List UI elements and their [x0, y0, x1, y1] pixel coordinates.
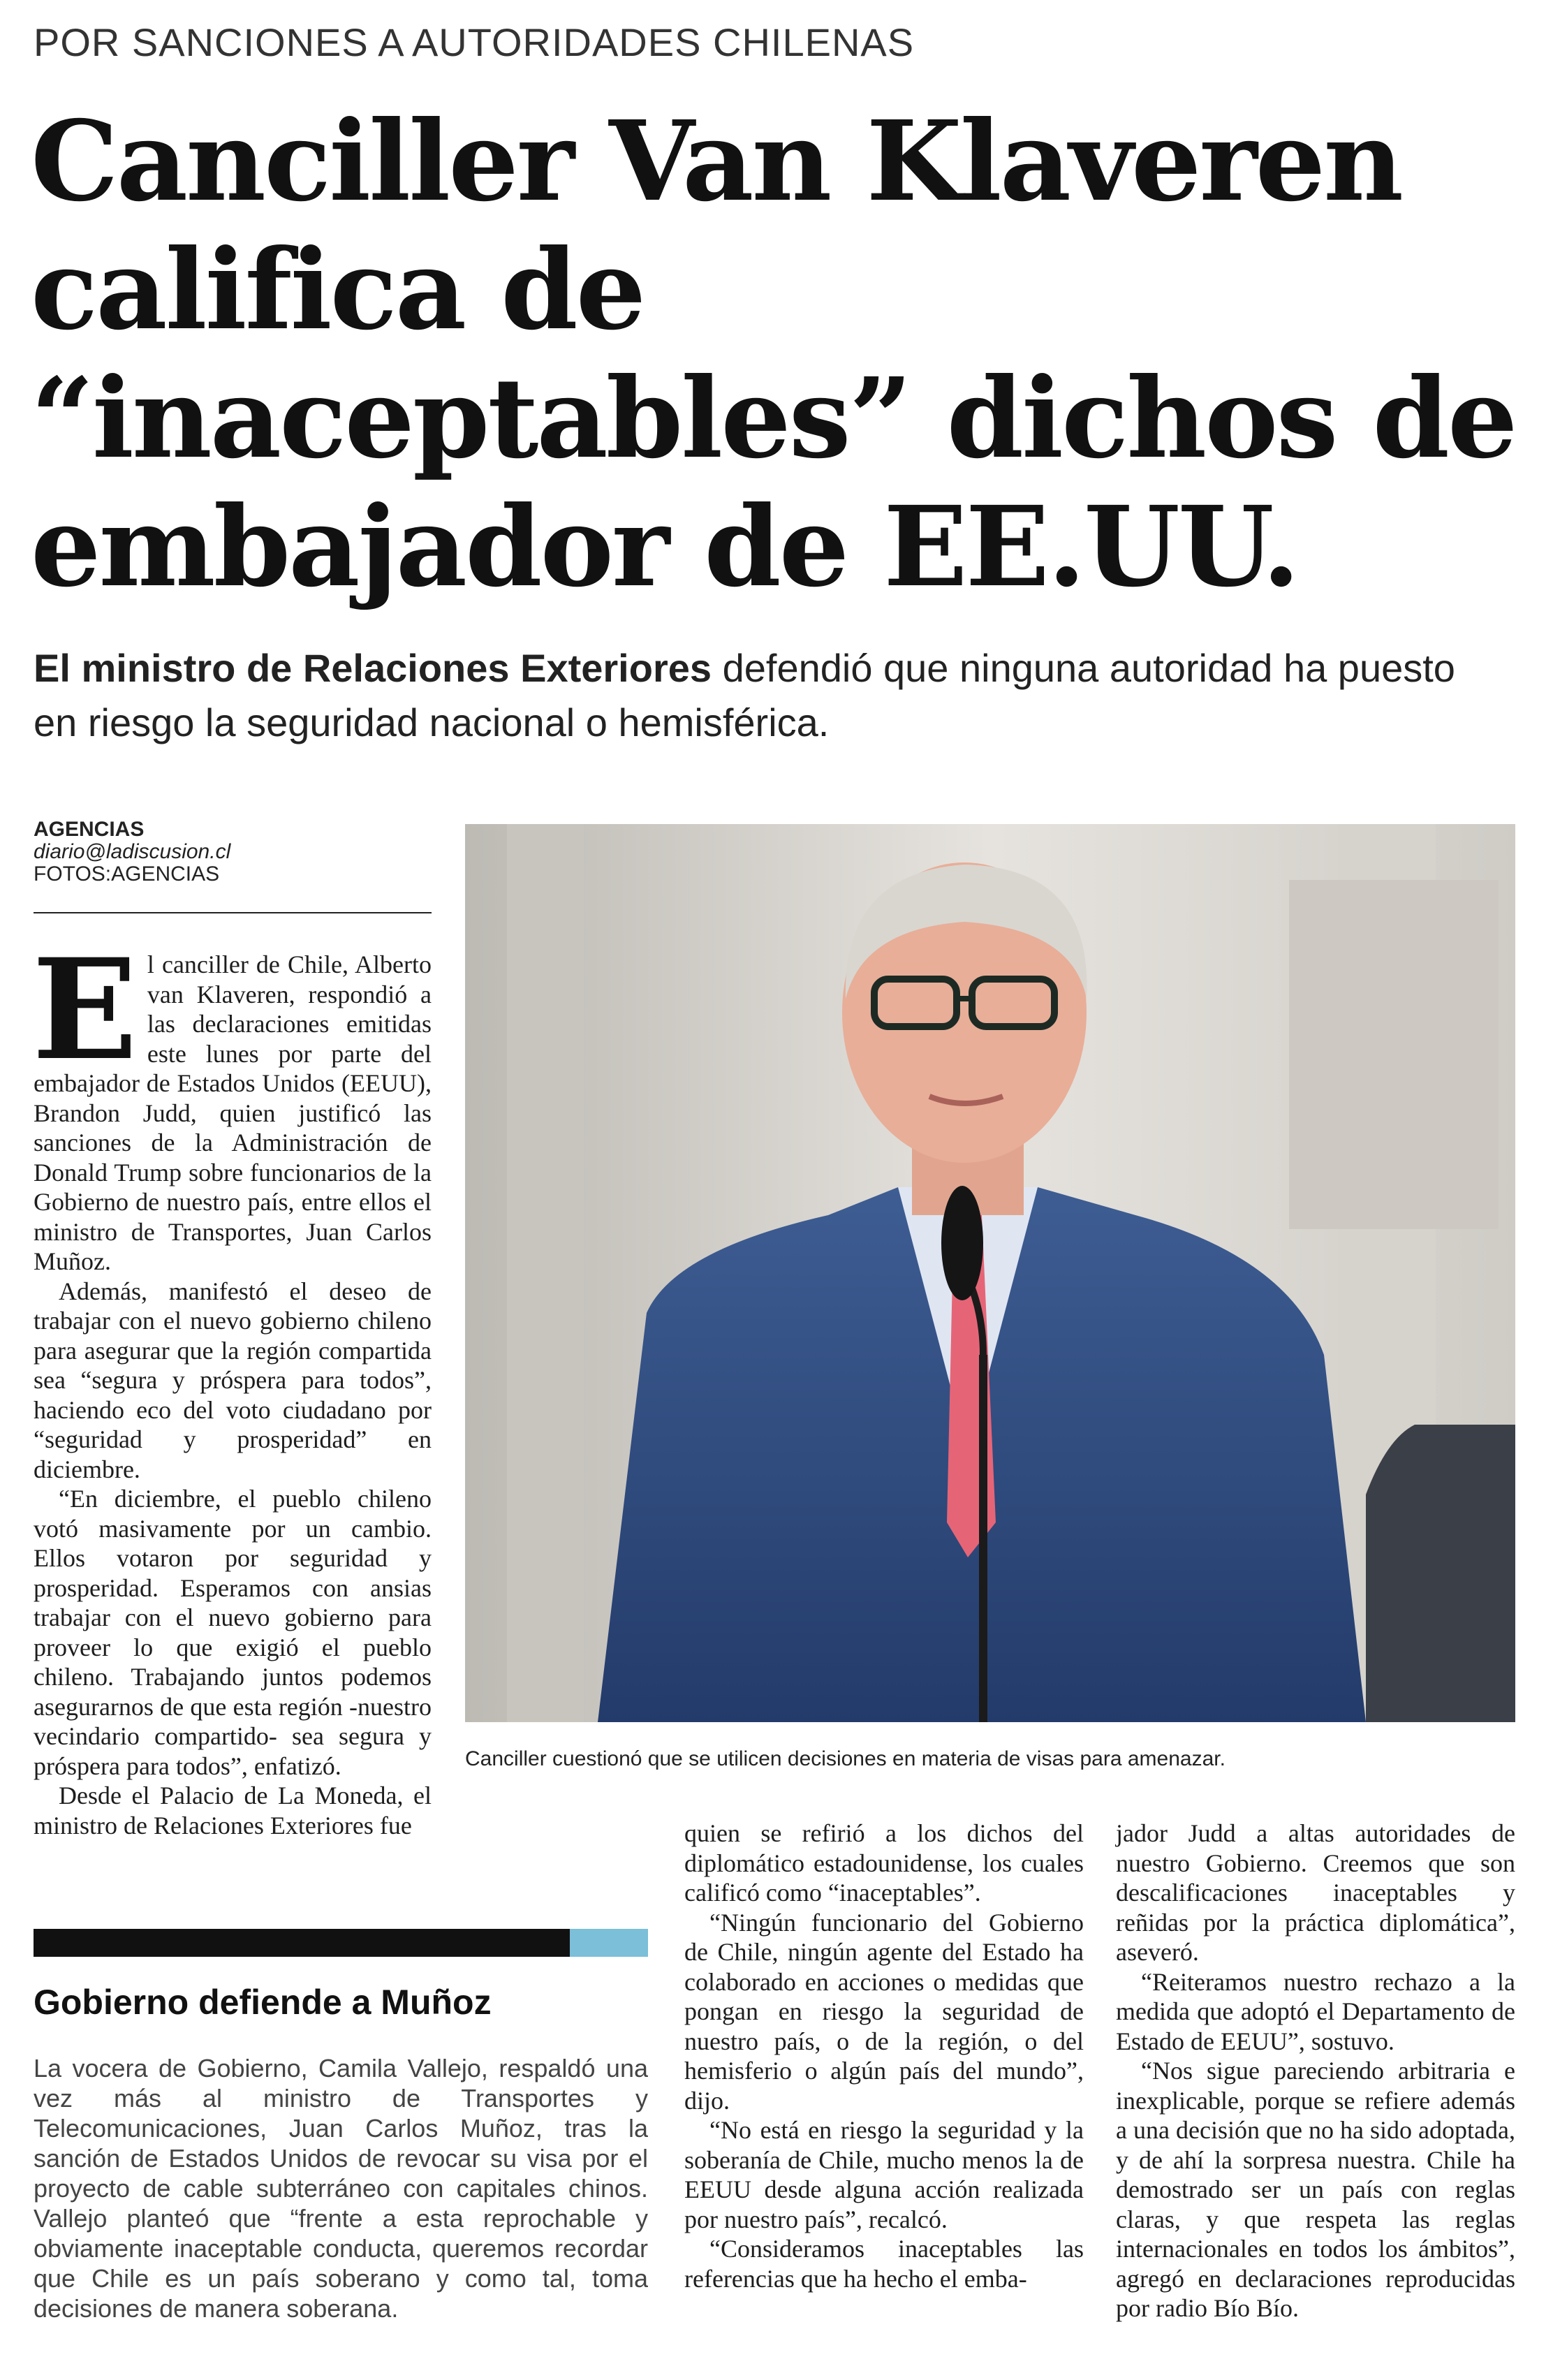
- byline-divider: [34, 912, 432, 913]
- article-column-3: [1116, 1819, 1515, 2323]
- article-paragraph: Desde el Palacio de La Moneda, el ministro de Relaciones Exteriores fue: [34, 1782, 432, 1839]
- article-paragraph: “Reiteramos nuestro rechazo a la medida que adoptó el Departamento de Estado de EEUU”, sostuvo.: [1116, 1967, 1515, 2055]
- photo-illustration: [465, 824, 1515, 1722]
- deck-rest: defendió que ninguna autoridad ha puesto en riesgo la seguridad nacional o hemisférica.: [34, 646, 1455, 744]
- article-paragraph: “En diciembre, el pueblo chileno votó masivamente por un cambio. Ellos votaron por seguridad y prosperidad. Esperamos con ansias trabajar con el nuevo gobierno para proveer lo que exigió el pueblo chileno. Trabajando juntos podemos asegurarnos de que esta región -nuestro vecindario compartido- sea segura y próspera para todos”, enfatizó.: [34, 1485, 432, 1780]
- deck: [34, 641, 1500, 750]
- kicker: POR SANCIONES A AUTORIDADES CHILENAS: [34, 20, 915, 64]
- headline: Canciller Van Klaveren califica de “inaceptables” dichos de embajador de EE.UU.: [31, 97, 1516, 612]
- article-paragraph: jador Judd a altas autoridades de nuestro Gobierno. Creemos que son descalificaciones inaceptables y reñidas por la práctica diplomática”, aseveró.: [1116, 1819, 1515, 1966]
- drop-cap: E: [32, 928, 138, 1091]
- photo-caption: Canciller cuestionó que se utilicen decisiones en materia de visas para amenazar.: [465, 1747, 1226, 1770]
- article-paragraph: “Ningún funcionario del Gobierno de Chile, ningún agente del Estado ha colaborado en acciones o medidas que pongan en riesgo la seguridad de nuestro país, o de la región, o del hemisferio o algún país del mundo”, dijo.: [684, 1908, 1084, 2115]
- article-paragraph: “Consideramos inaceptables las referencias que ha hecho el emba-: [684, 2235, 1084, 2293]
- article-paragraph: “No está en riesgo la seguridad y la soberanía de Chile, mucho menos la de EEUU desde alguna acción realizada por nuestro país”, recalcó.: [684, 2116, 1084, 2233]
- byline-agency: AGENCIAS: [34, 818, 145, 841]
- sidebar-title: Gobierno defiende a Muñoz: [34, 1983, 492, 2022]
- byline: [34, 818, 432, 886]
- article-photo: [465, 824, 1515, 1722]
- article-column-2: [684, 1819, 1084, 2293]
- deck-bold: El ministro de Relaciones Exteriores: [34, 646, 712, 690]
- article-paragraph: El canciller de Chile, Alberto van Klaveren, respondió a las declaraciones emitidas este lunes por parte del embajador de Estados Unidos (EEUU), Brandon Judd, quien justificó las sanciones de la Administración de Donald Trump sobre funcionarios de la Gobierno de nuestro país, entre ellos el ministro de Transportes, Juan Carlos Muñoz.: [32, 928, 432, 1275]
- byline-email: diario@ladiscusion.cl: [34, 840, 231, 863]
- sidebar-bar-dark: [34, 1929, 570, 1957]
- byline-photos: FOTOS:AGENCIAS: [34, 862, 220, 886]
- sidebar-bar-accent: [570, 1929, 648, 1957]
- sidebar-bar: [34, 1929, 648, 1957]
- article-column-1: [32, 928, 432, 1840]
- article-paragraph: “Nos sigue pareciendo arbitraria e inexplicable, porque se refiere además a una decisión que no ha sido adoptada, y de ahí la sorpresa nuestra. Chile ha demostrado ser un país con reglas claras, y que respeta las reglas internacionales en todos los ámbitos”, agregó en declaraciones reproducidas por radio Bío Bío.: [1116, 2057, 1515, 2322]
- article-paragraph: quien se refirió a los dichos del diplomático estadounidense, los cuales calificó como “inaceptables”.: [684, 1819, 1084, 1907]
- sidebar-text: La vocera de Gobierno, Camila Vallejo, respaldó una vez más al ministro de Transportes y Telecomunicaciones, Juan Carlos Muñoz, tras la sanción de Estados Unidos de revocar su visa por el proyecto de cable subterráneo con capitales chinos. Vallejo planteó que “frente a esta reprochable y obviamente inaceptable conducta, queremos recordar que Chile es un país soberano y como tal, toma decisiones de manera soberana.: [34, 2054, 648, 2323]
- article-paragraph: Además, manifestó el deseo de trabajar con el nuevo gobierno chileno para asegurar que la región compartida sea “segura y próspera para todos”, haciendo eco del voto ciudadano por “seguridad y prosperidad” en diciembre.: [34, 1277, 432, 1483]
